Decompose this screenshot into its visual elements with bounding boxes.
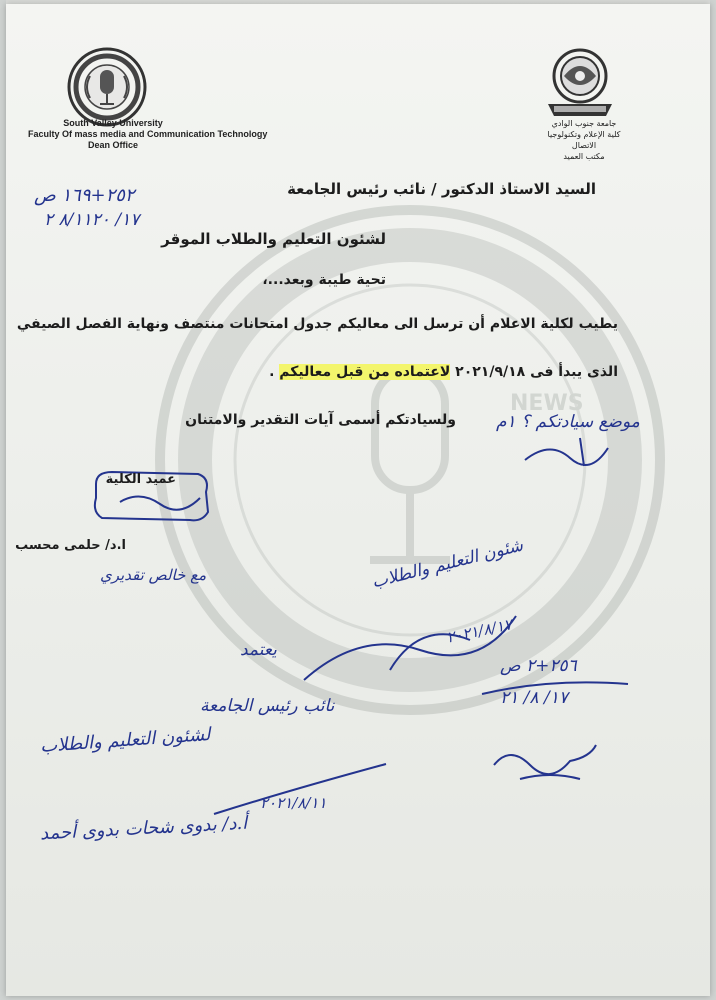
signature-scribble-4 xyxy=(210,760,390,820)
letterhead-ar-university: جامعة جنوب الوادي xyxy=(551,119,617,128)
signature-scribble-3 xyxy=(490,735,600,785)
handwritten-note-mid: موضع سيادتكم ؟ ١م xyxy=(496,412,640,432)
letterhead-ar-office: مكتب العميد xyxy=(563,152,605,161)
greeting: تحية طيبة وبعد...، xyxy=(262,272,386,288)
handwritten-dean-note: مع خالص تقديري xyxy=(100,566,207,584)
body-line-2-start: الذى يبدأ فى ٢٠٢١/٩/١٨ xyxy=(455,364,618,380)
letterhead-ar-faculty: كلية الإعلام وتكنولوجيا الاتصال xyxy=(547,130,621,150)
closing-line: ولسيادتكم أسمى آيات التقدير والامتنان xyxy=(185,412,456,428)
handwritten-vp-name: أ.د/ بدوى شحات بدوى أحمد xyxy=(39,812,248,845)
dean-name: ا.د/ حلمى محسب xyxy=(15,538,126,553)
dean-title: عميد الكلية xyxy=(105,472,176,487)
handwritten-vp-title: نائب رئيس الجامعة xyxy=(200,696,335,716)
letterhead-faculty: Faculty Of mass media and Communication Technology xyxy=(28,129,268,139)
body-line-2 xyxy=(269,364,618,380)
letterhead-english xyxy=(28,118,268,151)
recipient-line: السيد الاستاذ الدكتور / نائب رئيس الجامعة xyxy=(287,180,596,198)
letterhead-university: South Valley University xyxy=(63,118,163,128)
handwritten-date-bottom: ٢٠٢١/٨/١١ xyxy=(260,794,327,812)
watermark-news-label: NEWS xyxy=(510,391,584,416)
highlighted-text: لاعتماده من قبل معاليكم xyxy=(279,364,451,380)
handwritten-vp-note: شئون التعليم والطلاب xyxy=(369,535,526,593)
faculty-logo xyxy=(66,46,148,128)
signature-scribble-1 xyxy=(520,430,610,470)
underline-scribble xyxy=(480,676,630,700)
body-line-2-end: . xyxy=(269,364,280,380)
handwritten-ref-mid: ٢٥٦+٢ ص xyxy=(500,656,577,676)
body-line-1: يطيب لكلية الاعلام أن ترسل الى معاليكم جدول امتحانات منتصف ونهاية الفصل الصيفي xyxy=(16,316,618,332)
recipient-line2: لشئون التعليم والطلاب الموقر xyxy=(161,230,386,248)
handwritten-approve: يعتمد xyxy=(240,640,277,660)
university-logo xyxy=(540,46,620,124)
handwritten-date-top: ١٧/ ٨/١١٢٠ ٢ xyxy=(44,210,140,230)
handwritten-ref-top: ٢٥٢+١٦٩ ص xyxy=(34,185,135,206)
letterhead-office: Dean Office xyxy=(87,140,138,150)
handwritten-date-mid: ٢٠٢١/٨/١٧ xyxy=(444,615,514,647)
handwritten-date-mid2: ١٧/ ٨/ ٢١ xyxy=(500,688,568,708)
letterhead-arabic xyxy=(536,118,632,162)
handwritten-vp-line2: لشئون التعليم والطلاب xyxy=(39,724,212,757)
